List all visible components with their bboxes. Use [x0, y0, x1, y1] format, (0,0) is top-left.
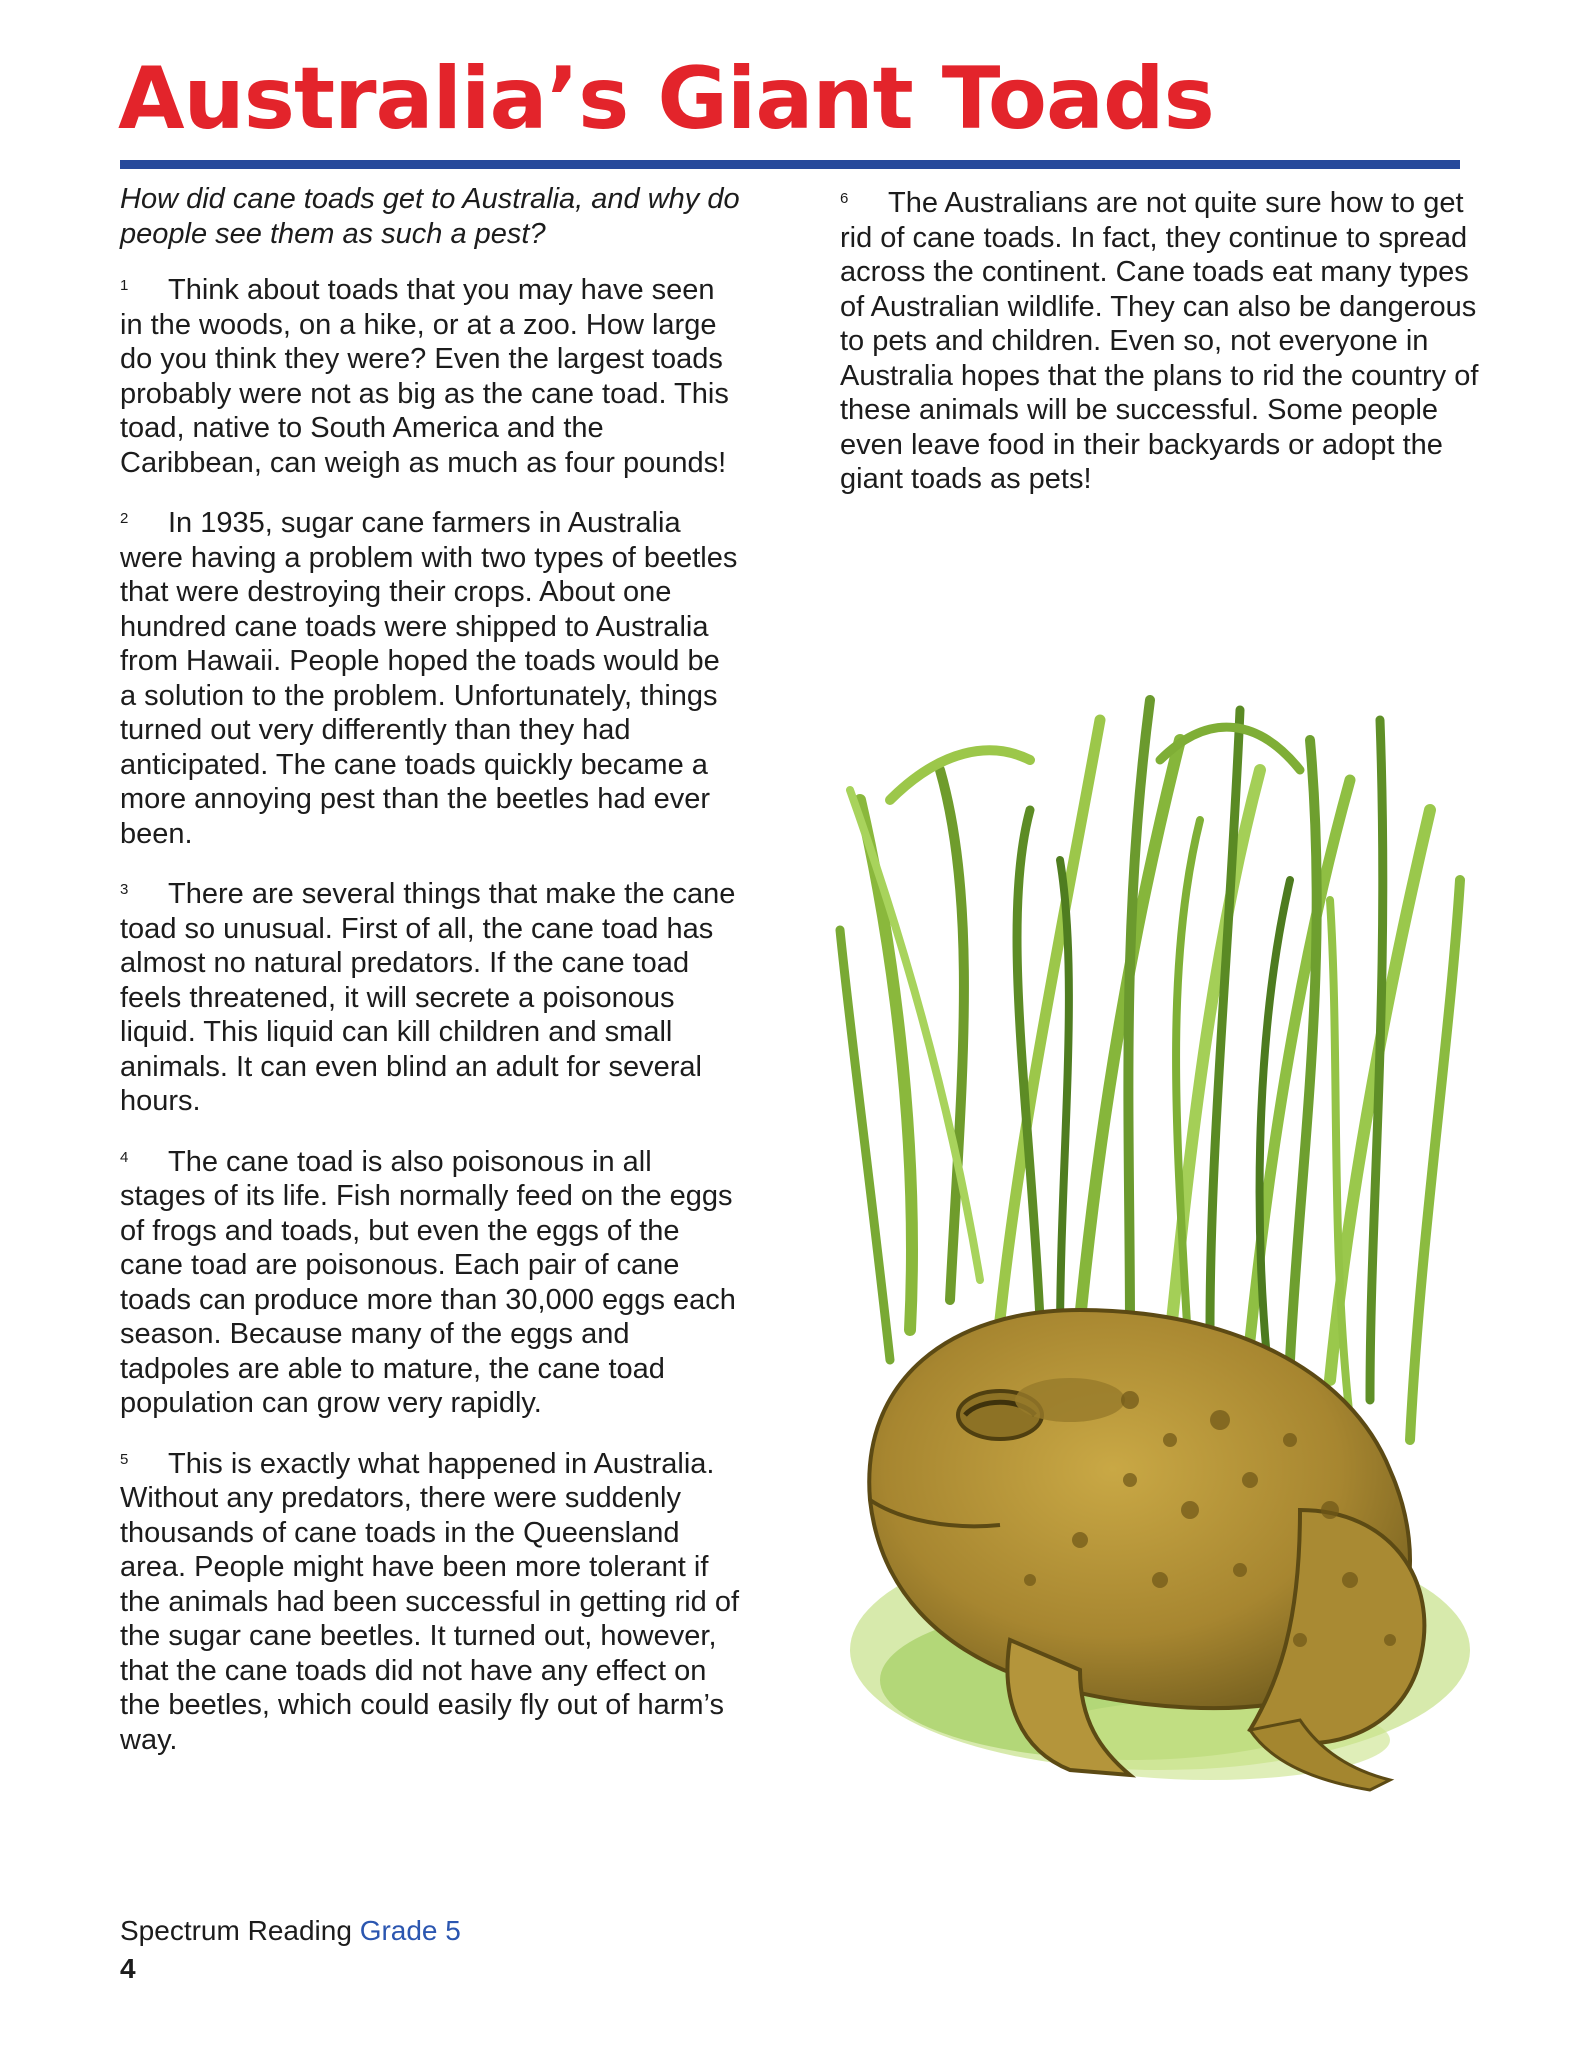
paragraph-2 [120, 502, 740, 851]
page-number: 4 [120, 1953, 136, 1984]
paragraph-text: Think about toads that you may have seen in the woods, on a hike, or at a zoo. How large do you think they were? Even the largest toads probably were not as big as the cane toad. This toad, native to South America and the Caribbean, can weigh as much as four pounds! [120, 274, 729, 479]
paragraph-6 [840, 182, 1480, 497]
paragraph-text: In 1935, sugar cane farmers in Australia were having a problem with two types of beetles that were destroying their crops. About one hundred cane toads were shipped to Australia from Hawaii. People hoped the toads would be a solution to the problem. Unfortunately, things turned out very differently than they had anticipated. The cane toads quickly became a more annoying pest than the beetles had ever been. [120, 507, 738, 850]
paragraph-number: 2 [120, 510, 129, 527]
paragraph-5 [120, 1443, 740, 1758]
paragraph-number: 1 [120, 277, 129, 294]
paragraph-number: 5 [120, 1450, 129, 1468]
lede-question: How did cane toads get to Australia, and why do people see them as such a pest? [120, 183, 740, 250]
left-column [120, 182, 740, 1779]
paragraph-number: 3 [120, 881, 129, 898]
title-divider [120, 160, 1460, 169]
paragraph-text: The Australians are not quite sure how to get rid of cane toads. In fact, they continue to spread across the continent. Cane toads eat many types of Australian wildlife. They can also be dangerous to pets and children. Even so, not everyone in Australia hopes that the plans to rid the country of these animals will be successful. Some people even leave food in their backyards or adopt the giant toads as pets! [840, 187, 1479, 495]
cane-toad-illustration [830, 680, 1470, 1820]
paragraph-1 [120, 269, 740, 480]
page-title: Australia’s Giant Toads [118, 49, 1214, 149]
grade-level: Grade 5 [359, 1915, 461, 1946]
paragraph-3 [120, 873, 740, 1119]
paragraph-number: 6 [840, 190, 849, 207]
right-column [840, 182, 1480, 519]
paragraph-4 [120, 1141, 740, 1421]
footer-series [120, 1915, 461, 1947]
paragraph-text: The cane toad is also poisonous in all stages of its life. Fish normally feed on the eggs of frogs and toads, but even the eggs of the cane toad are poisonous. Each pair of cane toads can produce more than 30,000 eggs each season. Because many of the eggs and tadpoles are able to mature, the cane toad population can grow very rapidly. [120, 1145, 736, 1419]
series-name: Spectrum Reading [120, 1915, 352, 1946]
paragraph-number: 4 [120, 1148, 129, 1166]
paragraph-text: This is exactly what happened in Australia. Without any predators, there were suddenly thousands of cane toads in the Queensland area. People might have been more tolerant if the animals had been successful in getting rid of the sugar cane beetles. It turned out, however, that the cane toads did not have any effect on the beetles, which could easily fly out of harm’s way. [120, 1447, 740, 1756]
paragraph-text: There are several things that make the cane toad so unusual. First of all, the cane toad has almost no natural predators. If the cane toad feels threatened, it will secrete a poisonous liquid. This liquid can kill children and small animals. It can even blind an adult for several hours. [120, 878, 736, 1117]
